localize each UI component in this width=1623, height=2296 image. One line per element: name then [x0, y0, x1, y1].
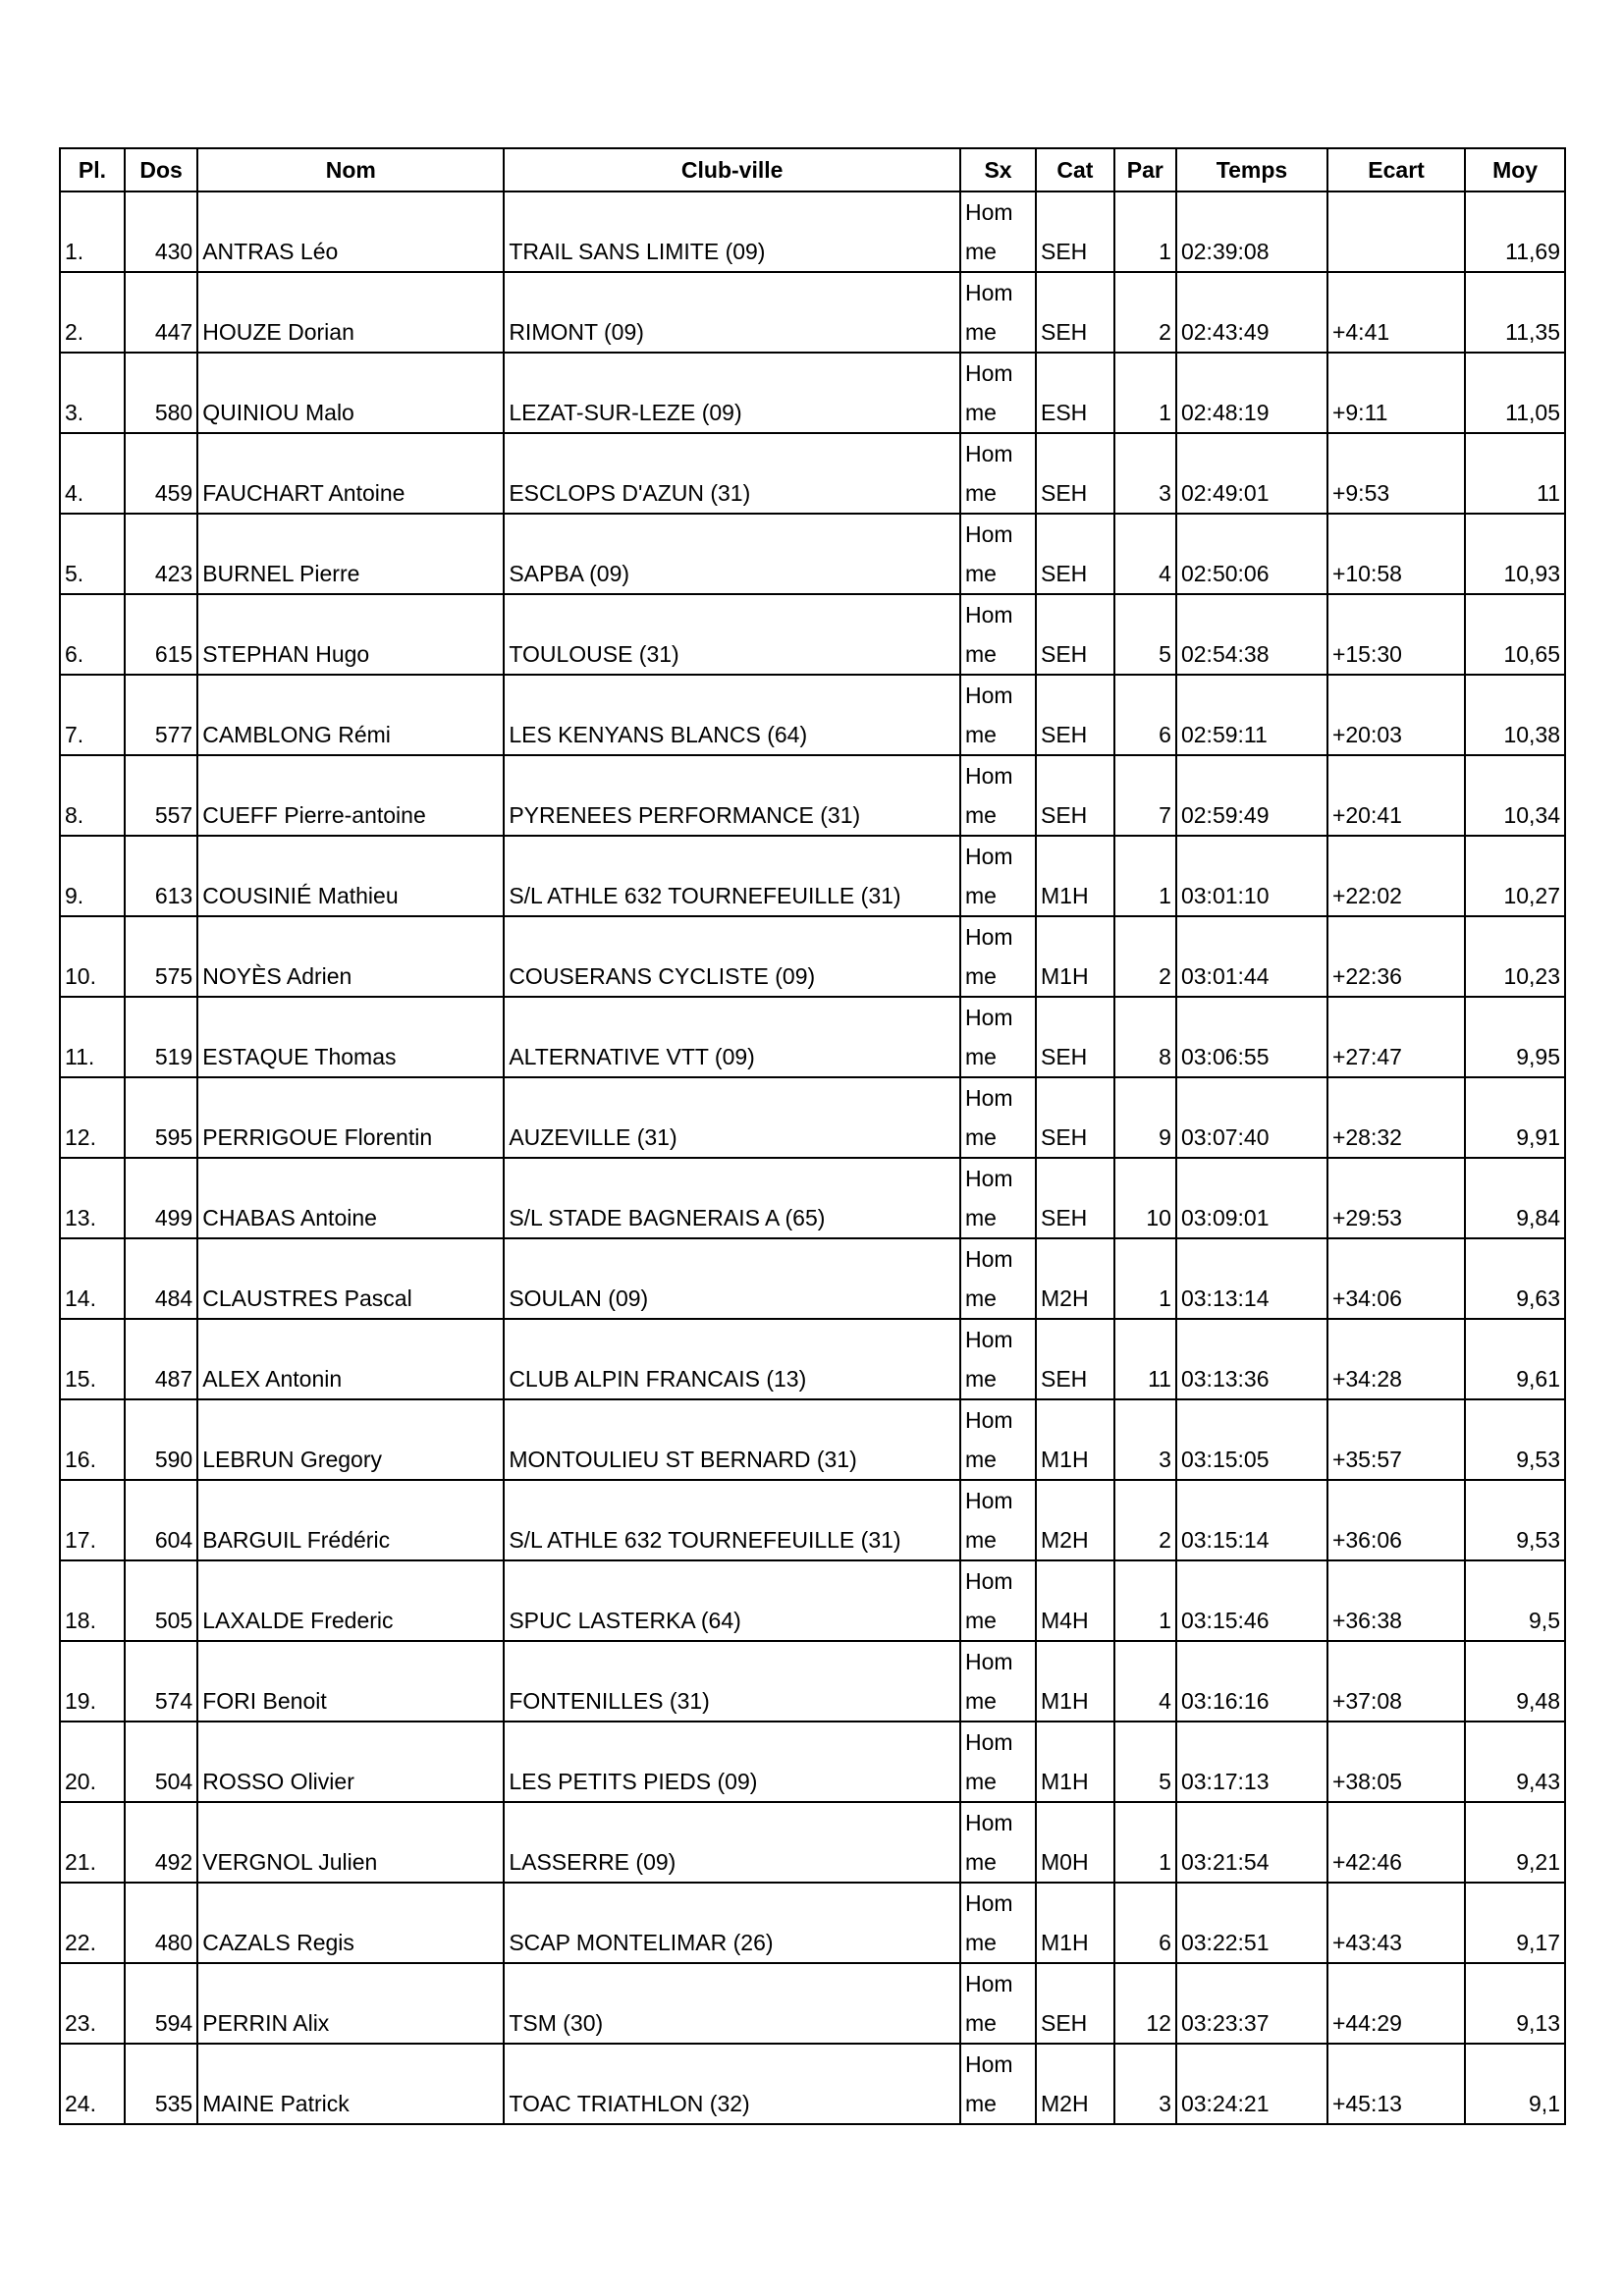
cell-sex: Homme: [960, 353, 1036, 433]
cell-place: 22.: [60, 1883, 125, 1963]
column-header-moy: Moy: [1465, 148, 1565, 191]
table-row: [60, 514, 1565, 594]
cell-gap: +9:53: [1327, 433, 1465, 514]
cell-club: TOULOUSE (31): [504, 594, 960, 675]
cell-par: 1: [1114, 1802, 1176, 1883]
cell-sex: Homme: [960, 916, 1036, 997]
cell-time: 03:09:01: [1176, 1158, 1327, 1238]
cell-bib: 577: [125, 675, 197, 755]
cell-place: 12.: [60, 1077, 125, 1158]
cell-gap: +15:30: [1327, 594, 1465, 675]
cell-name: CAMBLONG Rémi: [197, 675, 504, 755]
table-header: [60, 148, 1565, 191]
cell-name: BARGUIL Frédéric: [197, 1480, 504, 1560]
cell-name: FORI Benoit: [197, 1641, 504, 1722]
cell-bib: 484: [125, 1238, 197, 1319]
cell-bib: 574: [125, 1641, 197, 1722]
cell-bib: 519: [125, 997, 197, 1077]
cell-category: M0H: [1036, 1802, 1114, 1883]
cell-club: ALTERNATIVE VTT (09): [504, 997, 960, 1077]
table-row: [60, 433, 1565, 514]
cell-gap: +27:47: [1327, 997, 1465, 1077]
table-row: [60, 1963, 1565, 2044]
cell-gap: +10:58: [1327, 514, 1465, 594]
cell-name: ANTRAS Léo: [197, 191, 504, 272]
cell-place: 17.: [60, 1480, 125, 1560]
cell-time: 03:16:16: [1176, 1641, 1327, 1722]
cell-club: S/L ATHLE 632 TOURNEFEUILLE (31): [504, 1480, 960, 1560]
cell-club: MONTOULIEU ST BERNARD (31): [504, 1399, 960, 1480]
cell-place: 10.: [60, 916, 125, 997]
table-row: [60, 1560, 1565, 1641]
cell-sex: Homme: [960, 1158, 1036, 1238]
cell-sex: Homme: [960, 1802, 1036, 1883]
cell-average: 10,38: [1465, 675, 1565, 755]
cell-name: ALEX Antonin: [197, 1319, 504, 1399]
cell-par: 3: [1114, 2044, 1176, 2124]
cell-bib: 492: [125, 1802, 197, 1883]
cell-name: LEBRUN Gregory: [197, 1399, 504, 1480]
cell-bib: 504: [125, 1722, 197, 1802]
cell-club: CLUB ALPIN FRANCAIS (13): [504, 1319, 960, 1399]
cell-club: LES PETITS PIEDS (09): [504, 1722, 960, 1802]
cell-club: COUSERANS CYCLISTE (09): [504, 916, 960, 997]
cell-gap: +37:08: [1327, 1641, 1465, 1722]
cell-bib: 499: [125, 1158, 197, 1238]
cell-name: LAXALDE Frederic: [197, 1560, 504, 1641]
cell-category: SEH: [1036, 191, 1114, 272]
cell-club: LES KENYANS BLANCS (64): [504, 675, 960, 755]
cell-name: NOYÈS Adrien: [197, 916, 504, 997]
cell-sex: Homme: [960, 433, 1036, 514]
cell-club: S/L STADE BAGNERAIS A (65): [504, 1158, 960, 1238]
cell-sex: Homme: [960, 1399, 1036, 1480]
cell-average: 9,95: [1465, 997, 1565, 1077]
table-row: [60, 594, 1565, 675]
cell-gap: +44:29: [1327, 1963, 1465, 2044]
cell-time: 03:23:37: [1176, 1963, 1327, 2044]
cell-par: 1: [1114, 1238, 1176, 1319]
column-header-temps: Temps: [1176, 148, 1327, 191]
cell-place: 5.: [60, 514, 125, 594]
cell-average: 11,05: [1465, 353, 1565, 433]
cell-average: 9,53: [1465, 1399, 1565, 1480]
cell-name: MAINE Patrick: [197, 2044, 504, 2124]
cell-par: 1: [1114, 836, 1176, 916]
cell-average: 9,43: [1465, 1722, 1565, 1802]
cell-average: 11,69: [1465, 191, 1565, 272]
cell-club: SAPBA (09): [504, 514, 960, 594]
column-header-sx: Sx: [960, 148, 1036, 191]
cell-place: 1.: [60, 191, 125, 272]
cell-name: FAUCHART Antoine: [197, 433, 504, 514]
cell-par: 4: [1114, 514, 1176, 594]
cell-average: 11,35: [1465, 272, 1565, 353]
cell-sex: Homme: [960, 2044, 1036, 2124]
cell-category: M1H: [1036, 916, 1114, 997]
cell-name: COUSINIÉ Mathieu: [197, 836, 504, 916]
cell-average: 9,61: [1465, 1319, 1565, 1399]
cell-club: LEZAT-SUR-LEZE (09): [504, 353, 960, 433]
cell-gap: +38:05: [1327, 1722, 1465, 1802]
cell-gap: +42:46: [1327, 1802, 1465, 1883]
cell-club: TSM (30): [504, 1963, 960, 2044]
cell-club: PYRENEES PERFORMANCE (31): [504, 755, 960, 836]
cell-time: 02:59:11: [1176, 675, 1327, 755]
cell-gap: [1327, 191, 1465, 272]
cell-par: 12: [1114, 1963, 1176, 2044]
cell-club: TRAIL SANS LIMITE (09): [504, 191, 960, 272]
cell-sex: Homme: [960, 1238, 1036, 1319]
cell-sex: Homme: [960, 191, 1036, 272]
cell-bib: 594: [125, 1963, 197, 2044]
cell-average: 10,27: [1465, 836, 1565, 916]
cell-name: VERGNOL Julien: [197, 1802, 504, 1883]
cell-par: 9: [1114, 1077, 1176, 1158]
cell-place: 11.: [60, 997, 125, 1077]
cell-name: STEPHAN Hugo: [197, 594, 504, 675]
table-body: [60, 191, 1565, 2124]
cell-category: SEH: [1036, 1963, 1114, 2044]
race-results-table: [59, 147, 1566, 2125]
cell-average: 9,91: [1465, 1077, 1565, 1158]
cell-par: 2: [1114, 916, 1176, 997]
column-header-club: Club-ville: [504, 148, 960, 191]
cell-par: 10: [1114, 1158, 1176, 1238]
cell-club: SPUC LASTERKA (64): [504, 1560, 960, 1641]
cell-name: PERRIN Alix: [197, 1963, 504, 2044]
cell-sex: Homme: [960, 1560, 1036, 1641]
cell-club: AUZEVILLE (31): [504, 1077, 960, 1158]
cell-sex: Homme: [960, 997, 1036, 1077]
cell-time: 03:24:21: [1176, 2044, 1327, 2124]
cell-bib: 575: [125, 916, 197, 997]
cell-time: 02:59:49: [1176, 755, 1327, 836]
cell-bib: 459: [125, 433, 197, 514]
table-row: [60, 1077, 1565, 1158]
cell-place: 2.: [60, 272, 125, 353]
cell-category: M1H: [1036, 1883, 1114, 1963]
cell-sex: Homme: [960, 514, 1036, 594]
cell-par: 2: [1114, 272, 1176, 353]
cell-average: 11: [1465, 433, 1565, 514]
cell-category: SEH: [1036, 675, 1114, 755]
cell-place: 13.: [60, 1158, 125, 1238]
cell-average: 9,1: [1465, 2044, 1565, 2124]
cell-place: 3.: [60, 353, 125, 433]
cell-place: 16.: [60, 1399, 125, 1480]
cell-category: M1H: [1036, 1399, 1114, 1480]
cell-place: 24.: [60, 2044, 125, 2124]
cell-category: SEH: [1036, 755, 1114, 836]
cell-sex: Homme: [960, 1963, 1036, 2044]
table-row: [60, 1802, 1565, 1883]
column-header-nom: Nom: [197, 148, 504, 191]
table-row: [60, 836, 1565, 916]
table-row: [60, 1641, 1565, 1722]
cell-category: SEH: [1036, 1077, 1114, 1158]
cell-category: ESH: [1036, 353, 1114, 433]
cell-sex: Homme: [960, 1722, 1036, 1802]
cell-gap: +34:28: [1327, 1319, 1465, 1399]
cell-place: 18.: [60, 1560, 125, 1641]
cell-bib: 557: [125, 755, 197, 836]
cell-category: M1H: [1036, 1722, 1114, 1802]
cell-sex: Homme: [960, 1319, 1036, 1399]
cell-name: CUEFF Pierre-antoine: [197, 755, 504, 836]
cell-time: 02:50:06: [1176, 514, 1327, 594]
cell-par: 1: [1114, 353, 1176, 433]
table-row: [60, 1883, 1565, 1963]
cell-sex: Homme: [960, 272, 1036, 353]
cell-average: 9,21: [1465, 1802, 1565, 1883]
cell-gap: +4:41: [1327, 272, 1465, 353]
cell-place: 6.: [60, 594, 125, 675]
cell-category: M2H: [1036, 1480, 1114, 1560]
cell-bib: 480: [125, 1883, 197, 1963]
cell-place: 8.: [60, 755, 125, 836]
cell-gap: +20:41: [1327, 755, 1465, 836]
cell-time: 02:48:19: [1176, 353, 1327, 433]
cell-category: SEH: [1036, 594, 1114, 675]
cell-place: 20.: [60, 1722, 125, 1802]
cell-category: M2H: [1036, 2044, 1114, 2124]
table-row: [60, 353, 1565, 433]
table-row: [60, 1319, 1565, 1399]
cell-bib: 447: [125, 272, 197, 353]
table-row: [60, 1238, 1565, 1319]
cell-bib: 604: [125, 1480, 197, 1560]
cell-category: M2H: [1036, 1238, 1114, 1319]
cell-bib: 430: [125, 191, 197, 272]
cell-club: LASSERRE (09): [504, 1802, 960, 1883]
cell-bib: 615: [125, 594, 197, 675]
cell-time: 02:54:38: [1176, 594, 1327, 675]
cell-gap: +34:06: [1327, 1238, 1465, 1319]
cell-name: PERRIGOUE Florentin: [197, 1077, 504, 1158]
table-row: [60, 1399, 1565, 1480]
cell-time: 03:13:14: [1176, 1238, 1327, 1319]
cell-category: SEH: [1036, 272, 1114, 353]
cell-club: S/L ATHLE 632 TOURNEFEUILLE (31): [504, 836, 960, 916]
cell-name: QUINIOU Malo: [197, 353, 504, 433]
table-row: [60, 1158, 1565, 1238]
cell-bib: 487: [125, 1319, 197, 1399]
cell-place: 14.: [60, 1238, 125, 1319]
table-row: [60, 1722, 1565, 1802]
cell-name: CLAUSTRES Pascal: [197, 1238, 504, 1319]
cell-par: 1: [1114, 191, 1176, 272]
cell-bib: 535: [125, 2044, 197, 2124]
cell-bib: 580: [125, 353, 197, 433]
cell-category: M4H: [1036, 1560, 1114, 1641]
table-row: [60, 191, 1565, 272]
cell-gap: +9:11: [1327, 353, 1465, 433]
table-row: [60, 997, 1565, 1077]
cell-time: 02:39:08: [1176, 191, 1327, 272]
cell-bib: 423: [125, 514, 197, 594]
cell-par: 7: [1114, 755, 1176, 836]
cell-average: 9,53: [1465, 1480, 1565, 1560]
cell-category: SEH: [1036, 1158, 1114, 1238]
cell-par: 5: [1114, 594, 1176, 675]
cell-gap: +22:02: [1327, 836, 1465, 916]
cell-sex: Homme: [960, 755, 1036, 836]
cell-gap: +28:32: [1327, 1077, 1465, 1158]
cell-time: 03:06:55: [1176, 997, 1327, 1077]
cell-bib: 590: [125, 1399, 197, 1480]
cell-place: 21.: [60, 1802, 125, 1883]
cell-place: 15.: [60, 1319, 125, 1399]
cell-name: HOUZE Dorian: [197, 272, 504, 353]
cell-par: 3: [1114, 433, 1176, 514]
cell-time: 03:15:05: [1176, 1399, 1327, 1480]
cell-gap: +36:06: [1327, 1480, 1465, 1560]
table-row: [60, 272, 1565, 353]
cell-par: 11: [1114, 1319, 1176, 1399]
cell-par: 1: [1114, 1560, 1176, 1641]
cell-club: SCAP MONTELIMAR (26): [504, 1883, 960, 1963]
cell-name: ESTAQUE Thomas: [197, 997, 504, 1077]
cell-time: 03:07:40: [1176, 1077, 1327, 1158]
column-header-pl: Pl.: [60, 148, 125, 191]
cell-average: 9,84: [1465, 1158, 1565, 1238]
column-header-ecart: Ecart: [1327, 148, 1465, 191]
cell-category: SEH: [1036, 433, 1114, 514]
cell-par: 6: [1114, 675, 1176, 755]
table-row: [60, 755, 1565, 836]
cell-name: BURNEL Pierre: [197, 514, 504, 594]
cell-average: 10,34: [1465, 755, 1565, 836]
cell-gap: +20:03: [1327, 675, 1465, 755]
cell-place: 7.: [60, 675, 125, 755]
cell-gap: +36:38: [1327, 1560, 1465, 1641]
table-header-row: [60, 148, 1565, 191]
column-header-par: Par: [1114, 148, 1176, 191]
cell-category: SEH: [1036, 1319, 1114, 1399]
cell-average: 10,23: [1465, 916, 1565, 997]
cell-sex: Homme: [960, 675, 1036, 755]
cell-time: 03:21:54: [1176, 1802, 1327, 1883]
cell-name: ROSSO Olivier: [197, 1722, 504, 1802]
cell-sex: Homme: [960, 1480, 1036, 1560]
cell-club: RIMONT (09): [504, 272, 960, 353]
cell-bib: 505: [125, 1560, 197, 1641]
cell-average: 9,13: [1465, 1963, 1565, 2044]
cell-place: 9.: [60, 836, 125, 916]
cell-par: 4: [1114, 1641, 1176, 1722]
cell-par: 5: [1114, 1722, 1176, 1802]
table-row: [60, 675, 1565, 755]
cell-club: TOAC TRIATHLON (32): [504, 2044, 960, 2124]
table-row: [60, 2044, 1565, 2124]
cell-time: 02:43:49: [1176, 272, 1327, 353]
cell-time: 03:13:36: [1176, 1319, 1327, 1399]
cell-name: CHABAS Antoine: [197, 1158, 504, 1238]
cell-time: 03:17:13: [1176, 1722, 1327, 1802]
cell-par: 8: [1114, 997, 1176, 1077]
table-row: [60, 1480, 1565, 1560]
cell-average: 9,17: [1465, 1883, 1565, 1963]
cell-time: 03:01:10: [1176, 836, 1327, 916]
column-header-dos: Dos: [125, 148, 197, 191]
cell-gap: +22:36: [1327, 916, 1465, 997]
cell-par: 6: [1114, 1883, 1176, 1963]
cell-par: 3: [1114, 1399, 1176, 1480]
cell-place: 23.: [60, 1963, 125, 2044]
column-header-cat: Cat: [1036, 148, 1114, 191]
cell-sex: Homme: [960, 1641, 1036, 1722]
cell-category: SEH: [1036, 997, 1114, 1077]
cell-time: 03:15:14: [1176, 1480, 1327, 1560]
cell-place: 19.: [60, 1641, 125, 1722]
cell-time: 03:22:51: [1176, 1883, 1327, 1963]
cell-gap: +29:53: [1327, 1158, 1465, 1238]
cell-bib: 613: [125, 836, 197, 916]
cell-gap: +45:13: [1327, 2044, 1465, 2124]
cell-sex: Homme: [960, 594, 1036, 675]
cell-category: M1H: [1036, 836, 1114, 916]
cell-average: 9,5: [1465, 1560, 1565, 1641]
cell-average: 10,65: [1465, 594, 1565, 675]
cell-bib: 595: [125, 1077, 197, 1158]
cell-club: SOULAN (09): [504, 1238, 960, 1319]
cell-name: CAZALS Regis: [197, 1883, 504, 1963]
cell-time: 03:15:46: [1176, 1560, 1327, 1641]
table-row: [60, 916, 1565, 997]
cell-average: 10,93: [1465, 514, 1565, 594]
cell-sex: Homme: [960, 1077, 1036, 1158]
cell-par: 2: [1114, 1480, 1176, 1560]
cell-category: M1H: [1036, 1641, 1114, 1722]
cell-average: 9,63: [1465, 1238, 1565, 1319]
cell-average: 9,48: [1465, 1641, 1565, 1722]
cell-sex: Homme: [960, 836, 1036, 916]
cell-time: 03:01:44: [1176, 916, 1327, 997]
cell-sex: Homme: [960, 1883, 1036, 1963]
cell-gap: +43:43: [1327, 1883, 1465, 1963]
cell-time: 02:49:01: [1176, 433, 1327, 514]
cell-gap: +35:57: [1327, 1399, 1465, 1480]
cell-club: FONTENILLES (31): [504, 1641, 960, 1722]
cell-club: ESCLOPS D'AZUN (31): [504, 433, 960, 514]
cell-category: SEH: [1036, 514, 1114, 594]
cell-place: 4.: [60, 433, 125, 514]
